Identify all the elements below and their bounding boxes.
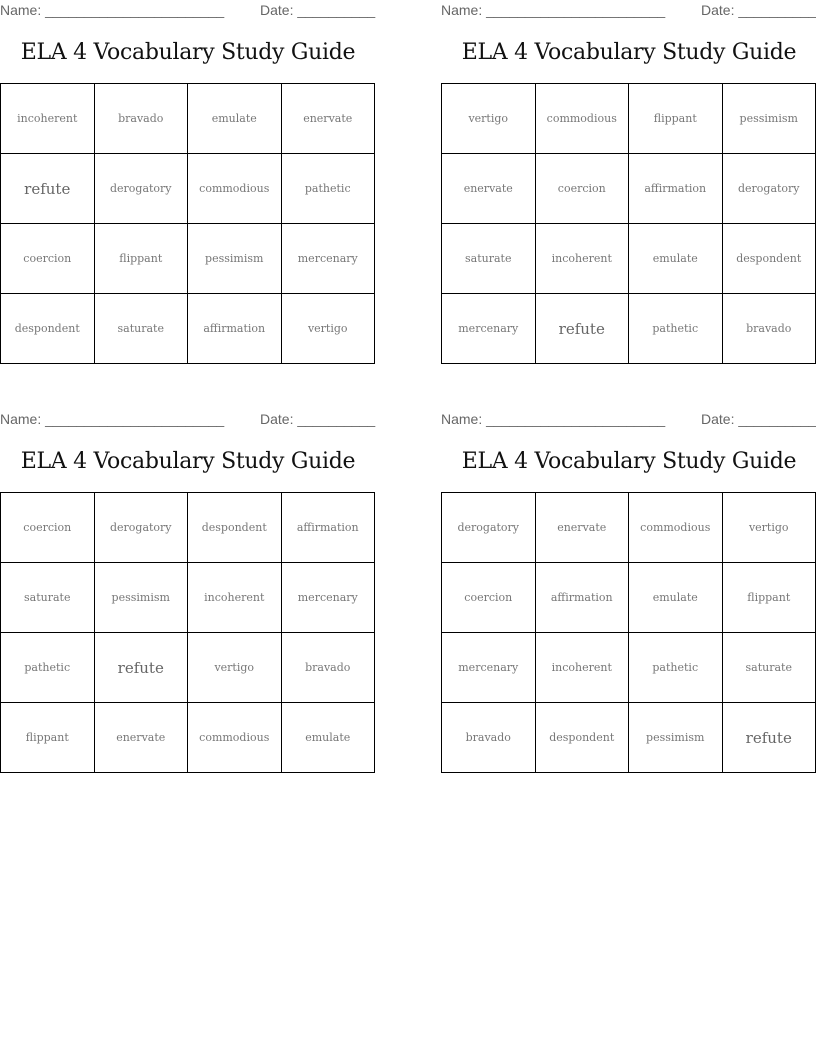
card-title: ELA 4 Vocabulary Study Guide bbox=[461, 449, 797, 474]
vocabulary-cell: saturate bbox=[1, 563, 95, 633]
grid-row bbox=[1, 224, 375, 294]
vocabulary-cell: derogatory bbox=[442, 493, 536, 563]
grid-row bbox=[442, 563, 816, 633]
vocabulary-cell: mercenary bbox=[281, 563, 375, 633]
grid-row bbox=[1, 493, 375, 563]
vocabulary-cell: enervate bbox=[535, 493, 629, 563]
vocabulary-cell: despondent bbox=[1, 294, 95, 364]
vocabulary-grid bbox=[441, 492, 816, 773]
date-label: Date: __________ bbox=[701, 2, 816, 18]
vocabulary-cell: commodious bbox=[188, 703, 282, 773]
vocabulary-cell: emulate bbox=[629, 563, 723, 633]
vocabulary-cell: despondent bbox=[722, 224, 816, 294]
vocabulary-grid bbox=[0, 492, 375, 773]
date-label: Date: __________ bbox=[260, 411, 376, 427]
vocabulary-grid bbox=[441, 83, 816, 364]
vocabulary-cell: flippant bbox=[629, 84, 723, 154]
grid-row bbox=[1, 703, 375, 773]
vocabulary-cell: affirmation bbox=[188, 294, 282, 364]
card-title: ELA 4 Vocabulary Study Guide bbox=[20, 40, 356, 65]
vocabulary-grid bbox=[0, 83, 375, 364]
vocabulary-cell: incoherent bbox=[535, 224, 629, 294]
vocabulary-cell: refute bbox=[722, 703, 816, 773]
grid-row bbox=[442, 633, 816, 703]
vocabulary-cell: derogatory bbox=[94, 154, 188, 224]
vocabulary-cell: enervate bbox=[94, 703, 188, 773]
vocabulary-cell: refute bbox=[535, 294, 629, 364]
vocabulary-cell: flippant bbox=[722, 563, 816, 633]
vocabulary-cell: emulate bbox=[281, 703, 375, 773]
date-label: Date: __________ bbox=[701, 411, 816, 427]
vocabulary-cell: pessimism bbox=[629, 703, 723, 773]
vocabulary-cell: bravado bbox=[722, 294, 816, 364]
vocabulary-cell: commodious bbox=[535, 84, 629, 154]
vocabulary-cell: despondent bbox=[188, 493, 282, 563]
vocabulary-cell: commodious bbox=[188, 154, 282, 224]
grid-row bbox=[442, 154, 816, 224]
card-title: ELA 4 Vocabulary Study Guide bbox=[20, 449, 356, 474]
name-date-row bbox=[441, 2, 816, 20]
vocabulary-cell: emulate bbox=[188, 84, 282, 154]
name-date-row bbox=[441, 411, 816, 429]
grid-row bbox=[442, 224, 816, 294]
vocabulary-cell: coercion bbox=[535, 154, 629, 224]
vocabulary-cell: pessimism bbox=[94, 563, 188, 633]
name-label: Name: _______________________ bbox=[0, 411, 225, 427]
vocabulary-cell: saturate bbox=[94, 294, 188, 364]
grid-row bbox=[1, 633, 375, 703]
vocabulary-cell: coercion bbox=[1, 224, 95, 294]
name-date-row bbox=[0, 411, 376, 429]
vocabulary-cell: flippant bbox=[1, 703, 95, 773]
date-label: Date: __________ bbox=[260, 2, 376, 18]
grid-row bbox=[442, 493, 816, 563]
vocabulary-cell: incoherent bbox=[535, 633, 629, 703]
grid-row bbox=[1, 84, 375, 154]
vocabulary-cell: mercenary bbox=[442, 294, 536, 364]
vocabulary-cell: mercenary bbox=[281, 224, 375, 294]
vocabulary-cell: despondent bbox=[535, 703, 629, 773]
vocabulary-cell: bravado bbox=[442, 703, 536, 773]
vocabulary-cell: derogatory bbox=[722, 154, 816, 224]
vocabulary-cell: vertigo bbox=[722, 493, 816, 563]
name-date-row bbox=[0, 2, 376, 20]
vocabulary-cell: incoherent bbox=[188, 563, 282, 633]
vocabulary-cell: vertigo bbox=[442, 84, 536, 154]
vocabulary-cell: derogatory bbox=[94, 493, 188, 563]
grid-row bbox=[1, 563, 375, 633]
grid-row bbox=[1, 294, 375, 364]
grid-row bbox=[442, 84, 816, 154]
vocabulary-cell: emulate bbox=[629, 224, 723, 294]
vocabulary-cell: affirmation bbox=[629, 154, 723, 224]
grid-row bbox=[1, 154, 375, 224]
grid-row bbox=[442, 294, 816, 364]
vocabulary-cell: mercenary bbox=[442, 633, 536, 703]
vocabulary-cell: refute bbox=[94, 633, 188, 703]
vocabulary-cell: pathetic bbox=[629, 633, 723, 703]
vocabulary-cell: incoherent bbox=[1, 84, 95, 154]
vocabulary-cell: enervate bbox=[281, 84, 375, 154]
vocabulary-cell: coercion bbox=[442, 563, 536, 633]
card-title: ELA 4 Vocabulary Study Guide bbox=[461, 40, 797, 65]
vocabulary-cell: pathetic bbox=[629, 294, 723, 364]
vocabulary-cell: commodious bbox=[629, 493, 723, 563]
vocabulary-cell: pathetic bbox=[1, 633, 95, 703]
name-label: Name: _______________________ bbox=[0, 2, 225, 18]
name-label: Name: _______________________ bbox=[441, 411, 666, 427]
vocabulary-cell: bravado bbox=[281, 633, 375, 703]
vocabulary-cell: refute bbox=[1, 154, 95, 224]
vocabulary-cell: affirmation bbox=[535, 563, 629, 633]
vocabulary-cell: vertigo bbox=[281, 294, 375, 364]
vocabulary-cell: bravado bbox=[94, 84, 188, 154]
vocabulary-cell: affirmation bbox=[281, 493, 375, 563]
vocabulary-cell: pessimism bbox=[722, 84, 816, 154]
vocabulary-cell: vertigo bbox=[188, 633, 282, 703]
name-label: Name: _______________________ bbox=[441, 2, 666, 18]
vocabulary-cell: enervate bbox=[442, 154, 536, 224]
vocabulary-cell: saturate bbox=[722, 633, 816, 703]
vocabulary-cell: flippant bbox=[94, 224, 188, 294]
grid-row bbox=[442, 703, 816, 773]
vocabulary-cell: pathetic bbox=[281, 154, 375, 224]
vocabulary-cell: pessimism bbox=[188, 224, 282, 294]
vocabulary-cell: coercion bbox=[1, 493, 95, 563]
vocabulary-cell: saturate bbox=[442, 224, 536, 294]
